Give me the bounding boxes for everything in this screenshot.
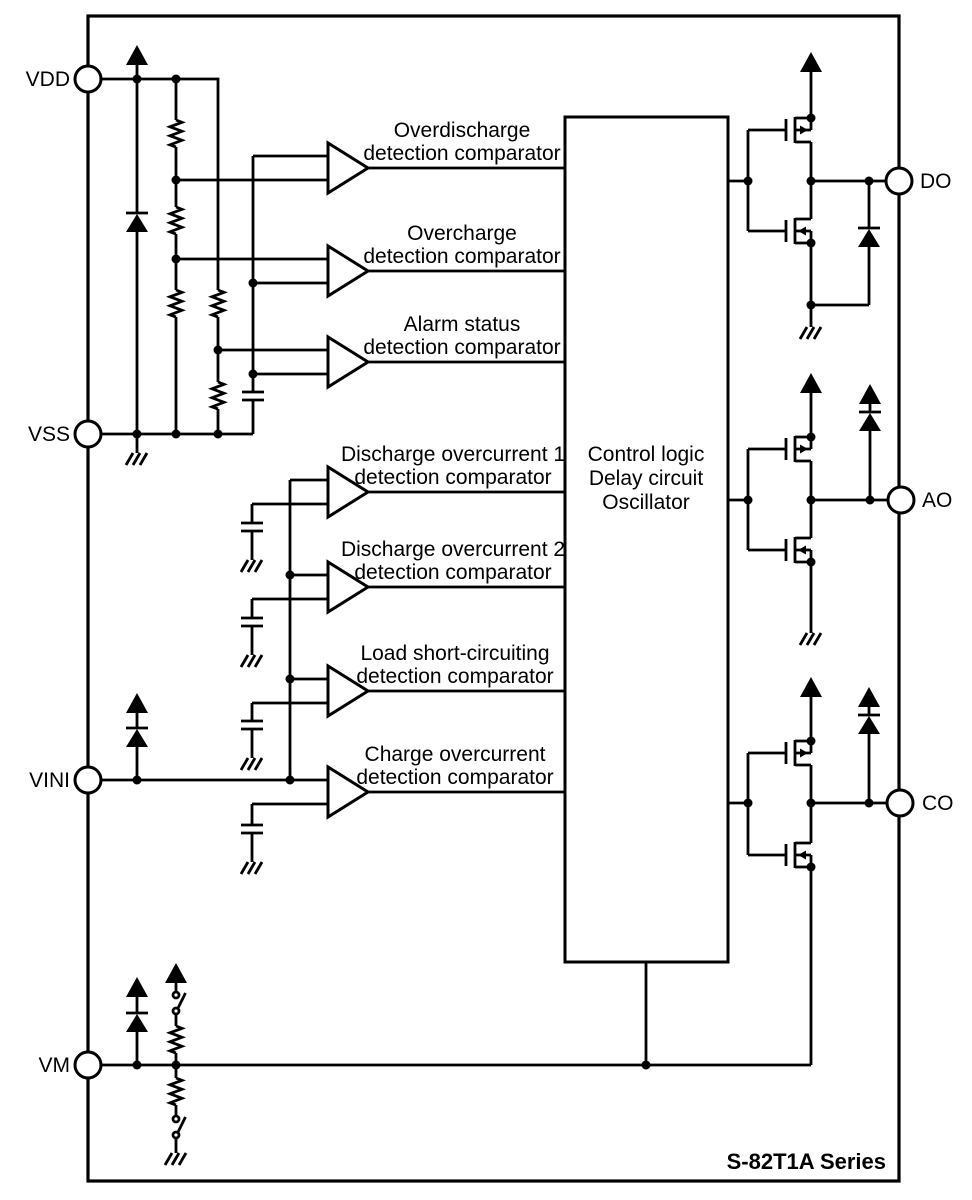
pin-vm-terminal: [75, 1052, 101, 1078]
control-block-line2: Delay circuit: [588, 467, 704, 490]
comparator-label: detection comparator: [354, 561, 552, 584]
pin-vss-label: VSS: [27, 423, 70, 446]
pin-vini-label: VINI: [29, 769, 70, 792]
pin-co-terminal: [887, 790, 913, 816]
series-label: S-82T1A Series: [726, 1149, 886, 1174]
pin-ao-terminal: [888, 487, 914, 513]
comparator-label: detection comparator: [356, 766, 554, 789]
comparator-label: detection comparator: [356, 665, 554, 688]
comparator-label: detection comparator: [363, 245, 561, 268]
pin-ao-label: AO: [922, 489, 953, 512]
comparator-label: Alarm status: [403, 313, 521, 336]
control-block-line1: Control logic: [587, 443, 705, 466]
comparator-label: Overcharge: [407, 222, 517, 245]
pin-vm-label: VM: [38, 1054, 70, 1077]
comparator-label: Load short-circuiting: [360, 642, 550, 665]
pin-vss-terminal: [75, 421, 101, 447]
comparator-label: detection comparator: [363, 142, 561, 165]
control-block-line3: Oscillator: [602, 491, 690, 514]
control-logic-block: [565, 117, 728, 962]
comparator-label: Charge overcurrent: [364, 743, 546, 766]
pin-vini-terminal: [75, 767, 101, 793]
control-block-labels: [588, 443, 705, 514]
pin-vdd-label: VDD: [25, 68, 70, 91]
pin-vdd-terminal: [75, 66, 101, 92]
comparator-label: Discharge overcurrent 1: [340, 443, 566, 466]
comparator-label: detection comparator: [363, 336, 561, 359]
comparator-label: detection comparator: [354, 466, 552, 489]
comparator-label: Overdischarge: [393, 119, 531, 142]
pin-do-terminal: [886, 168, 912, 194]
pin-do-label: DO: [920, 170, 952, 193]
comparator-label: Discharge overcurrent 2: [340, 538, 566, 561]
pin-co-label: CO: [922, 792, 954, 815]
